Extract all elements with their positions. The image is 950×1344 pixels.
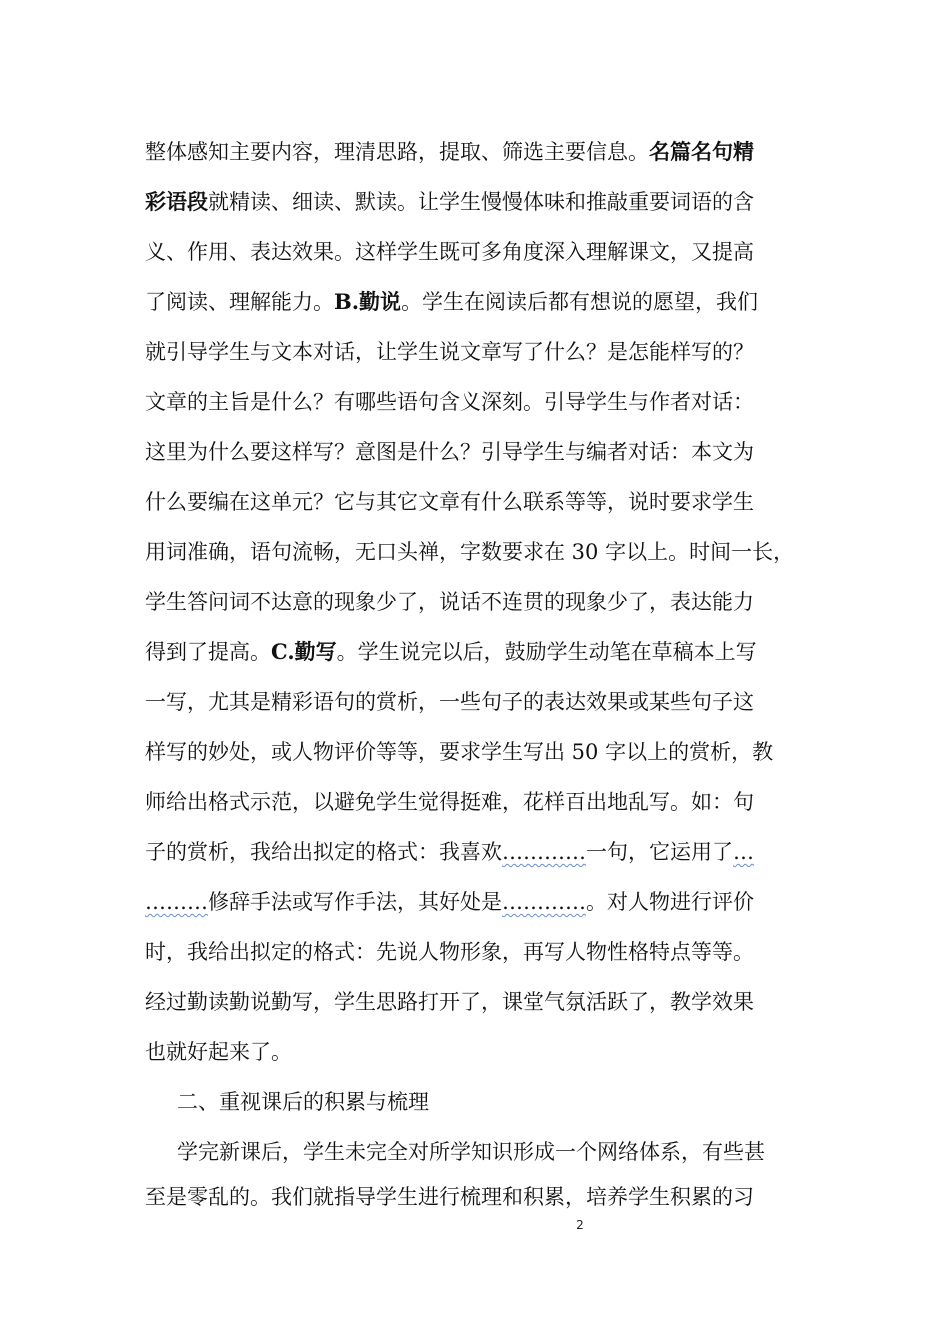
bold-text: 彩语段 xyxy=(145,189,208,214)
text-segment: 一句，它运用了 xyxy=(586,840,733,864)
paragraph-line xyxy=(145,1182,825,1212)
text-segment: 义、作用、表达效果。这样学生既可多角度深入理解课文，又提高 xyxy=(145,240,754,264)
paragraph-line xyxy=(145,437,825,467)
paragraph-line xyxy=(145,887,825,917)
paragraph-indented-line xyxy=(177,1137,857,1167)
bold-text: B.勤说 xyxy=(334,289,402,314)
text-segment: 就精读、细读、默读。让学生慢慢体味和推敲重要词语的含 xyxy=(208,190,754,214)
paragraph-line xyxy=(145,1037,825,1067)
text-segment: 一写，尤其是精彩语句的赏析，一些句子的表达效果或某些句子这 xyxy=(145,690,754,714)
text-segment: 至是零乱的。我们就指导学生进行梳理和积累，培养学生积累的习 xyxy=(145,1185,754,1209)
paragraph-line xyxy=(145,737,825,767)
wavy-underlined-text: … xyxy=(733,840,754,864)
paragraph-line xyxy=(145,787,825,817)
wavy-underlined-text: ………… xyxy=(502,840,586,864)
text-segment: 经过勤读勤说勤写，学生思路打开了，课堂气氛活跃了，教学效果 xyxy=(145,990,754,1014)
text-segment: 用词准确，语句流畅，无口头禅，字数要求在 30 字以上。时间一长， xyxy=(145,540,795,564)
paragraph-line xyxy=(145,587,825,617)
paragraph-line xyxy=(145,687,825,717)
text-segment: 得到了提高。 xyxy=(145,640,271,664)
paragraph-line xyxy=(145,837,825,867)
text-segment: 整体感知主要内容，理清思路，提取、筛选主要信息。 xyxy=(145,140,649,164)
wavy-underlined-text: ………… xyxy=(502,890,586,914)
text-segment: 。对人物进行评价 xyxy=(586,890,754,914)
wavy-underlined-text: ……… xyxy=(145,890,208,914)
paragraph-line xyxy=(145,387,825,417)
text-segment: 。学生说完以后，鼓励学生动笔在草稿本上写 xyxy=(336,640,757,664)
text-segment: 也就好起来了。 xyxy=(145,1040,292,1064)
paragraph-line xyxy=(145,137,825,167)
text-segment: 这里为什么要这样写？意图是什么？引导学生与编者对话：本文为 xyxy=(145,440,754,464)
text-segment: 文章的主旨是什么？有哪些语句含义深刻。引导学生与作者对话： xyxy=(145,390,754,414)
text-segment: 什么要编在这单元？它与其它文章有什么联系等等，说时要求学生 xyxy=(145,490,754,514)
paragraph-line xyxy=(145,487,825,517)
bold-text: 名篇名句精 xyxy=(649,139,754,164)
text-segment: 二、重视课后的积累与梳理 xyxy=(177,1090,429,1114)
text-segment: 就引导学生与文本对话，让学生说文章写了什么？是怎能样写的？ xyxy=(145,340,754,364)
paragraph-line xyxy=(145,287,825,317)
page-number: 2 xyxy=(576,1218,584,1232)
paragraph-line xyxy=(145,537,825,567)
text-segment: 样写的妙处，或人物评价等等，要求学生写出 50 字以上的赏析，教 xyxy=(145,740,774,764)
paragraph-line xyxy=(145,937,825,967)
text-segment: 子的赏析，我给出拟定的格式：我喜欢 xyxy=(145,840,502,864)
text-segment: 了阅读、理解能力。 xyxy=(145,290,334,314)
text-segment: 学生答问词不达意的现象少了，说话不连贯的现象少了，表达能力 xyxy=(145,590,754,614)
text-segment: 修辞手法或写作手法，其好处是 xyxy=(208,890,502,914)
text-segment: 学完新课后，学生未完全对所学知识形成一个网络体系，有些甚 xyxy=(177,1140,765,1164)
paragraph-indented-line xyxy=(177,1087,857,1117)
paragraph-line xyxy=(145,337,825,367)
paragraph-line xyxy=(145,637,825,667)
text-segment: 师给出格式示范，以避免学生觉得挺难，花样百出地乱写。如：句 xyxy=(145,790,754,814)
bold-text: C.勤写 xyxy=(271,639,337,664)
text-segment: 。学生在阅读后都有想说的愿望，我们 xyxy=(401,290,759,314)
paragraph-line xyxy=(145,987,825,1017)
paragraph-line xyxy=(145,237,825,267)
text-segment: 时，我给出拟定的格式：先说人物形象，再写人物性格特点等等。 xyxy=(145,940,754,964)
paragraph-line xyxy=(145,187,825,217)
